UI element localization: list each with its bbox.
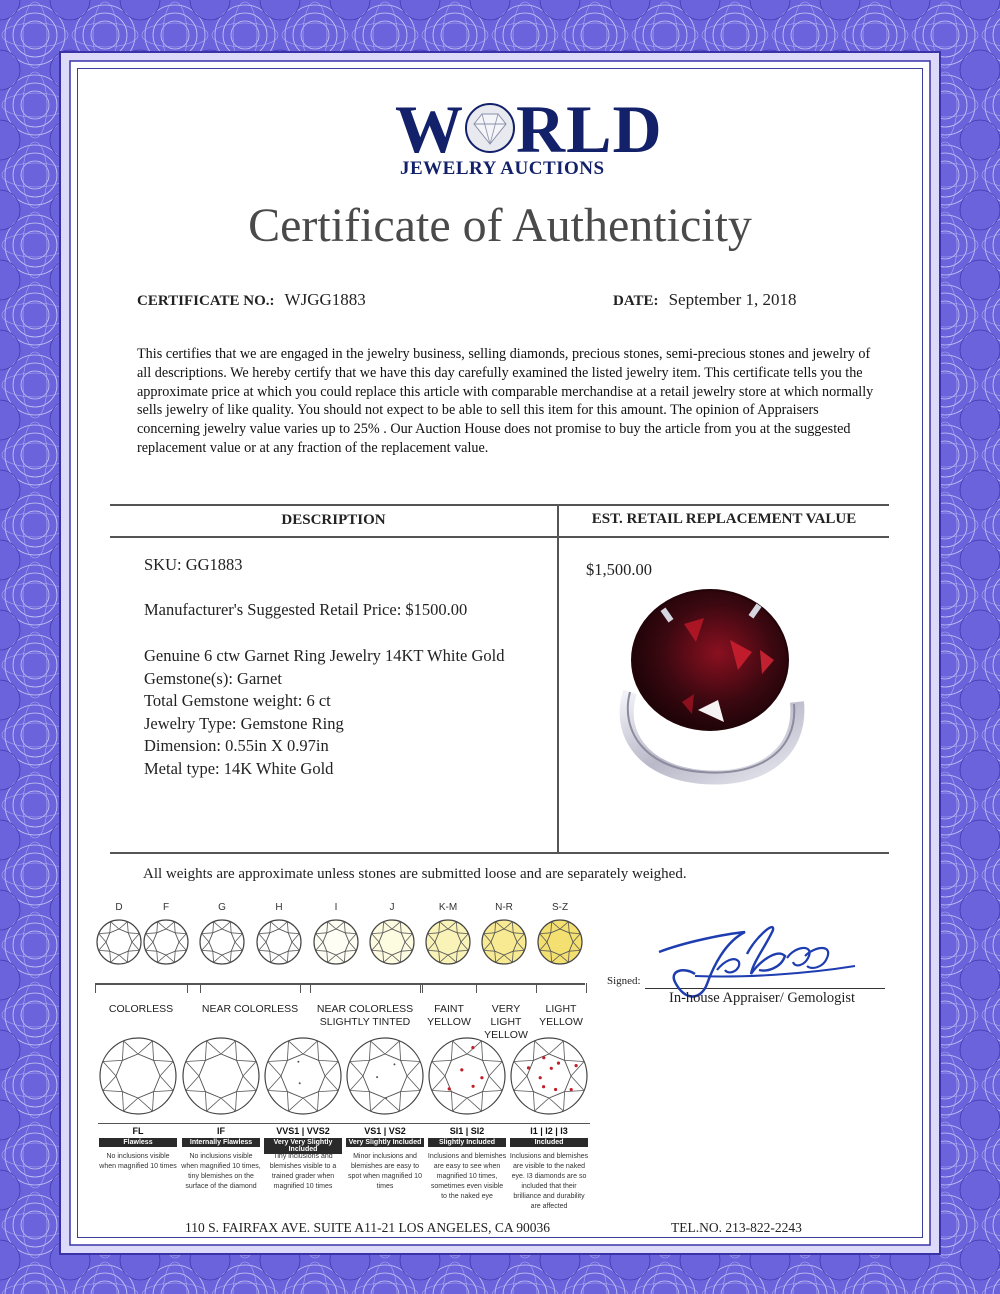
color-category <box>422 1003 476 1029</box>
footer-phone: TEL.NO. 213-822-2243 <box>671 1220 802 1235</box>
color-category <box>95 1003 187 1016</box>
color-category-line2: YELLOW <box>539 1016 583 1028</box>
color-category <box>200 1003 300 1016</box>
clarity-code: VVS1 | VVS2 <box>276 1126 330 1136</box>
certificate-number-row <box>137 290 366 310</box>
color-category-line1: LIGHT <box>545 1003 577 1015</box>
description-header: DESCRIPTION <box>281 512 386 528</box>
diamond-icon <box>464 102 516 154</box>
clarity-scale-rule <box>98 1123 590 1124</box>
clarity-description: No inclusions visible when magnified 10 times, tiny blemishes on the surface of the diamond <box>181 1153 261 1190</box>
clarity-diamond-icon <box>427 1036 507 1122</box>
clarity-name: Internally Flawless <box>182 1138 260 1147</box>
color-scale-rule <box>95 983 585 985</box>
logo-rld: RLD <box>516 91 663 167</box>
color-scale-tick <box>187 983 188 993</box>
color-category-line1: FAINT <box>434 1003 464 1015</box>
date-label: DATE: <box>613 293 659 309</box>
certificate-title: Certificate of Authenticity <box>248 199 752 252</box>
color-diamond-icon <box>255 918 303 966</box>
intro-paragraph: This certifies that we are engaged in the jewelry business, selling diamonds, precious stones, semi-precious stones and jewelry of all descriptions. We hereby certify that we have this day carefully examined the listed jewelry item. This certificate tells you the approximate price at which you could replace this article with comparable merchandise at a retail jewelry store at which normally sells jewelry of like quality. You should not expect to be able to sell this item for this amount. The opinion of Appraisers concerning jewelry value varies up to 25% . Our Auction House does not promise to buy the article from you at the suggested replacement value or at any fraction of the replacement value. <box>137 346 874 456</box>
clarity-diamond-icon <box>181 1036 261 1122</box>
clarity-diamond-icon <box>345 1036 425 1122</box>
clarity-code: I1 | I2 | I3 <box>530 1126 568 1136</box>
replacement-value: $1,500.00 <box>586 560 652 579</box>
color-diamond-icon <box>312 918 360 966</box>
color-scale-tick <box>200 983 201 993</box>
clarity-code: IF <box>217 1126 225 1136</box>
clarity-name: Very Very Slightly Included <box>264 1138 342 1154</box>
color-category-line1: COLORLESS <box>108 1003 174 1015</box>
detail-line: Dimension: 0.55in X 0.97in <box>144 736 329 755</box>
logo-w: W <box>395 91 464 167</box>
clarity-description: No inclusions visible when magnified 10 times <box>99 1153 177 1170</box>
table-bottom-rule <box>110 852 889 854</box>
color-grade-label: H <box>275 902 283 913</box>
appraiser-title: In-house Appraiser/ Gemologist <box>669 990 856 1006</box>
clarity-name: Very Slightly Included <box>346 1138 424 1147</box>
color-category-line1: NEAR COLORLESS <box>316 1003 414 1015</box>
certificate-number-value: WJGG1883 <box>284 290 366 309</box>
detail-line: Genuine 6 ctw Garnet Ring Jewelry 14KT White Gold <box>144 646 505 665</box>
color-scale-tick <box>300 983 301 993</box>
clarity-diamond-icon <box>509 1036 589 1122</box>
clarity-code: FL <box>132 1126 144 1136</box>
color-category-line2: SLIGHTLY TINTED <box>319 1016 411 1028</box>
table-header-rule <box>110 536 889 538</box>
clarity-description: Inclusions and blemishes are visible to the naked eye. I3 diamonds are so included that their brilliance and durability are affected <box>509 1153 589 1210</box>
color-grade-label: F <box>162 902 170 913</box>
clarity-description: Minor inclusions and blemishes are easy to spot when magnified 10 times <box>348 1153 422 1190</box>
detail-line: Metal type: 14K White Gold <box>144 758 334 778</box>
color-scale-tick <box>420 983 421 993</box>
color-diamond-icon <box>424 918 472 966</box>
detail-line: Gemstone(s): Garnet <box>144 668 282 688</box>
color-category-line2: YELLOW <box>427 1016 471 1028</box>
color-scale-tick <box>422 983 423 993</box>
weights-note: All weights are approximate unless stones are submitted loose and are separately weighed. <box>143 866 687 882</box>
color-category-line2: YELLOW <box>484 1029 528 1041</box>
date-value: September 1, 2018 <box>668 290 797 309</box>
table-top-rule <box>110 504 889 506</box>
color-grade-label: I <box>334 902 338 913</box>
date-row <box>613 290 797 310</box>
msrp: Manufacturer's Suggested Retail Price: $1500.00 <box>144 600 468 619</box>
clarity-description: Inclusions and blemishes are easy to see when magnified 10 times, sometimes even visible to the naked eye <box>427 1153 507 1200</box>
logo-tagline: JEWELRY AUCTIONS <box>400 158 605 179</box>
logo-word <box>395 91 663 167</box>
color-scale-tick <box>95 983 96 993</box>
garnet-ring-image <box>612 582 812 797</box>
color-diamond-icon <box>142 918 190 966</box>
clarity-code: SI1 | SI2 <box>449 1126 485 1136</box>
color-category <box>536 1003 586 1029</box>
clarity-name: Included <box>510 1138 588 1147</box>
clarity-description: Tiny inclusions and blemishes visible to a trained grader when magnified 10 times <box>269 1153 337 1190</box>
detail-line: Jewelry Type: Gemstone Ring <box>144 713 344 733</box>
color-diamond-icon <box>368 918 416 966</box>
color-diamond-icon <box>198 918 246 966</box>
color-scale-tick <box>586 983 587 993</box>
clarity-code: VS1 | VS2 <box>364 1126 406 1136</box>
color-grade-label: J <box>389 902 395 913</box>
color-grade-label: G <box>218 902 226 913</box>
clarity-name: Flawless <box>99 1138 177 1147</box>
color-scale-tick <box>536 983 537 993</box>
color-grade-label: K-M <box>438 902 458 913</box>
color-category-line1: VERY LIGHT <box>490 1003 522 1028</box>
certificate-number-label: CERTIFICATE NO.: <box>137 293 275 309</box>
color-category <box>310 1003 420 1029</box>
detail-line: Total Gemstone weight: 6 ct <box>144 691 331 710</box>
color-diamond-icon <box>480 918 528 966</box>
color-grade-label: N-R <box>495 902 513 913</box>
clarity-name: Slightly Included <box>428 1138 506 1147</box>
color-scale-tick <box>476 983 477 993</box>
clarity-diamond-icon <box>98 1036 178 1122</box>
color-grade-label: S-Z <box>551 902 569 913</box>
color-category-line1: NEAR COLORLESS <box>201 1003 299 1015</box>
signed-label: Signed: <box>607 975 641 987</box>
sku: SKU: GG1883 <box>144 555 243 574</box>
color-diamond-icon <box>95 918 143 966</box>
item-details <box>144 645 504 780</box>
color-grade-label: D <box>115 902 123 913</box>
footer-address: 110 S. FAIRFAX AVE. SUITE A11-21 LOS ANGELES, CA 90036 <box>185 1220 551 1235</box>
color-scale-tick <box>310 983 311 993</box>
value-header: EST. RETAIL REPLACEMENT VALUE <box>591 511 857 527</box>
color-diamond-icon <box>536 918 584 966</box>
clarity-diamond-icon <box>263 1036 343 1122</box>
table-column-divider <box>557 504 559 852</box>
